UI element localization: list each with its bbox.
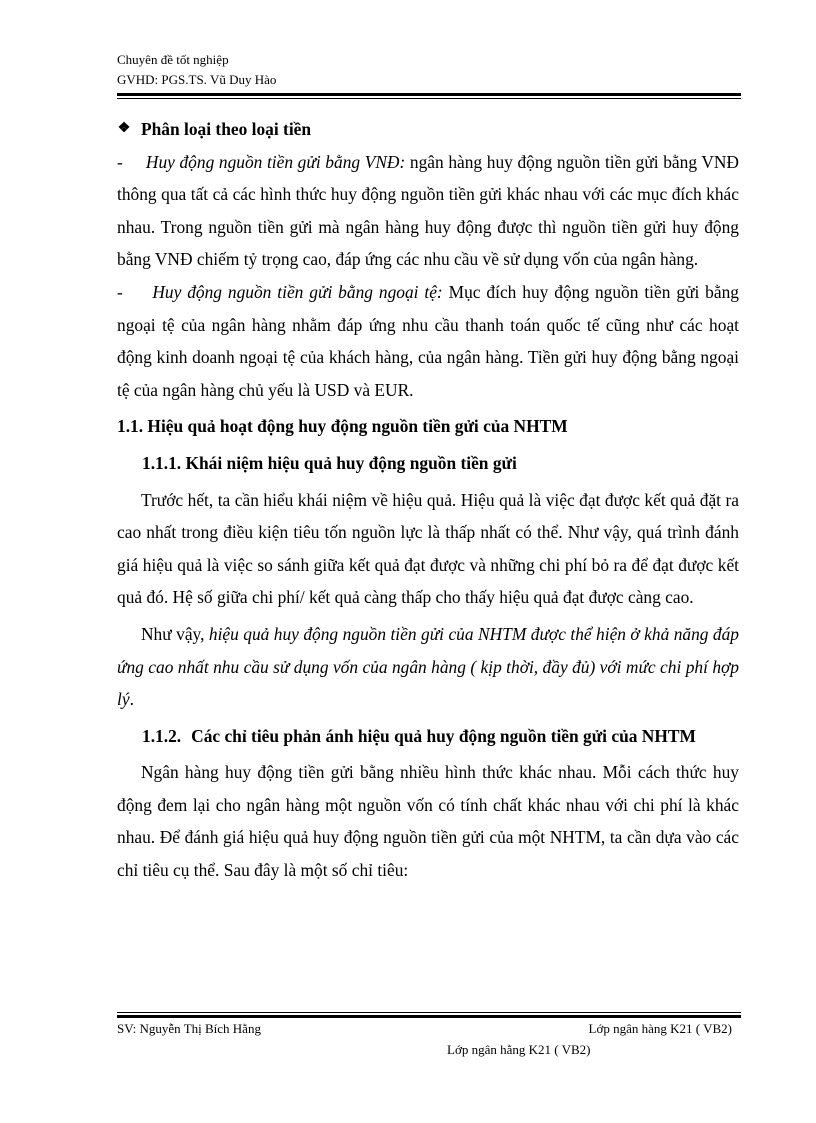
paragraph-emphasis: hiệu quả huy động nguồn tiền gửi của NHTM được thể hiện ở khả năng đáp ứng cao nhất nhu cầu sử dụng vốn của ngân hàng ( kịp thời, đầy đủ) với mức chi phí hợp lý bbox=[117, 623, 740, 710]
header-rule-thin bbox=[117, 98, 741, 99]
paragraph-lead: Như vậy, bbox=[141, 623, 209, 644]
supervisor-line: GVHD: PGS.TS. Vũ Duy Hào bbox=[117, 72, 277, 87]
heading-1-1: 1.1. Hiệu quả hoạt động huy động nguồn tiền gửi của NHTM bbox=[117, 416, 568, 437]
list-item-text: Mục đích huy động nguồn tiền gửi bằng ngoại tệ của ngân hàng nhằm đáp ứng nhu cầu thanh toán quốc tế cũng như các hoạt động kinh doanh ngoại tệ của khách hàng, của ngân hàng. Tiền gửi huy động bằng ngoại tệ của ngân hàng chủ yếu là USD và EUR. bbox=[117, 281, 739, 400]
class-label-repeat: Lớp ngân hằng K21 ( VB2) bbox=[447, 1042, 591, 1057]
footer-rule-thin bbox=[117, 1012, 741, 1013]
diamond-bullet-icon: ❖ bbox=[117, 121, 131, 136]
list-item-term: Huy động nguồn tiền gửi bằng ngoại tệ: bbox=[152, 281, 443, 302]
page-body bbox=[117, 113, 739, 887]
heading-1-1-1: 1.1.1. Khái niệm hiệu quả huy động nguồn tiền gửi bbox=[142, 452, 517, 473]
page-header bbox=[117, 50, 741, 90]
list-item-text: ngân hàng huy động nguồn tiền gửi bằng VNĐ thông qua tất cả các hình thức huy động nguồn tiền gửi khác nhau với các mục đích khác nhau. Trong nguồn tiền gửi mà ngân hàng huy động được thì nguồn tiền gửi huy động bằng VNĐ chiếm tỷ trọng cao, đáp ứng các nhu cầu về sử dụng vốn của ngân hàng. bbox=[117, 151, 739, 270]
list-item-term: Huy động nguồn tiền gửi bằng VNĐ: bbox=[145, 151, 406, 172]
header-rule-thick bbox=[117, 93, 741, 96]
student-name: SV: Nguyễn Thị Bích Hằng bbox=[117, 1021, 261, 1036]
section-heading-text: Phân loại theo loại tiền bbox=[141, 119, 312, 139]
body-paragraph bbox=[117, 618, 739, 716]
list-item bbox=[117, 146, 739, 276]
section-heading bbox=[117, 113, 739, 146]
dash-marker: - bbox=[117, 281, 123, 302]
class-label: Lớp ngân hàng K21 ( VB2) bbox=[588, 1021, 732, 1036]
paragraph-end: . bbox=[129, 689, 134, 710]
list-item bbox=[117, 276, 739, 406]
body-paragraph: Ngân hàng huy động tiền gửi bằng nhiều hình thức khác nhau. Mỗi cách thức huy động đem lại cho ngân hàng một nguồn vốn có tính chất khác nhau với chi phí là khác nhau. Để đánh giá hiệu quả huy động nguồn tiền gửi của một NHTM, ta cần dựa vào các chỉ tiêu cụ thể. Sau đây là một số chỉ tiêu: bbox=[117, 762, 739, 881]
heading-number: 1.1.2. bbox=[142, 725, 182, 746]
dash-marker: - bbox=[117, 151, 123, 172]
document-title: Chuyên đề tốt nghiệp bbox=[117, 52, 229, 67]
heading-1-1-2 bbox=[142, 720, 739, 753]
body-paragraph: Trước hết, ta cần hiểu khái niệm về hiệu quả. Hiệu quả là việc đạt được kết quả đặt ra cao nhất trong điều kiện tiêu tốn nguồn lực là thấp nhất có thể. Như vậy, quá trình đánh giá hiệu quả là việc so sánh giữa kết quả đạt được và những chi phí bỏ ra để đạt được kết quả đó. Hệ số giữa chi phí/ kết quả càng thấp cho thấy hiệu quả đạt được càng cao. bbox=[117, 489, 739, 608]
heading-text: Các chỉ tiêu phản ánh hiệu quả huy động nguồn tiền gửi của NHTM bbox=[191, 725, 696, 746]
